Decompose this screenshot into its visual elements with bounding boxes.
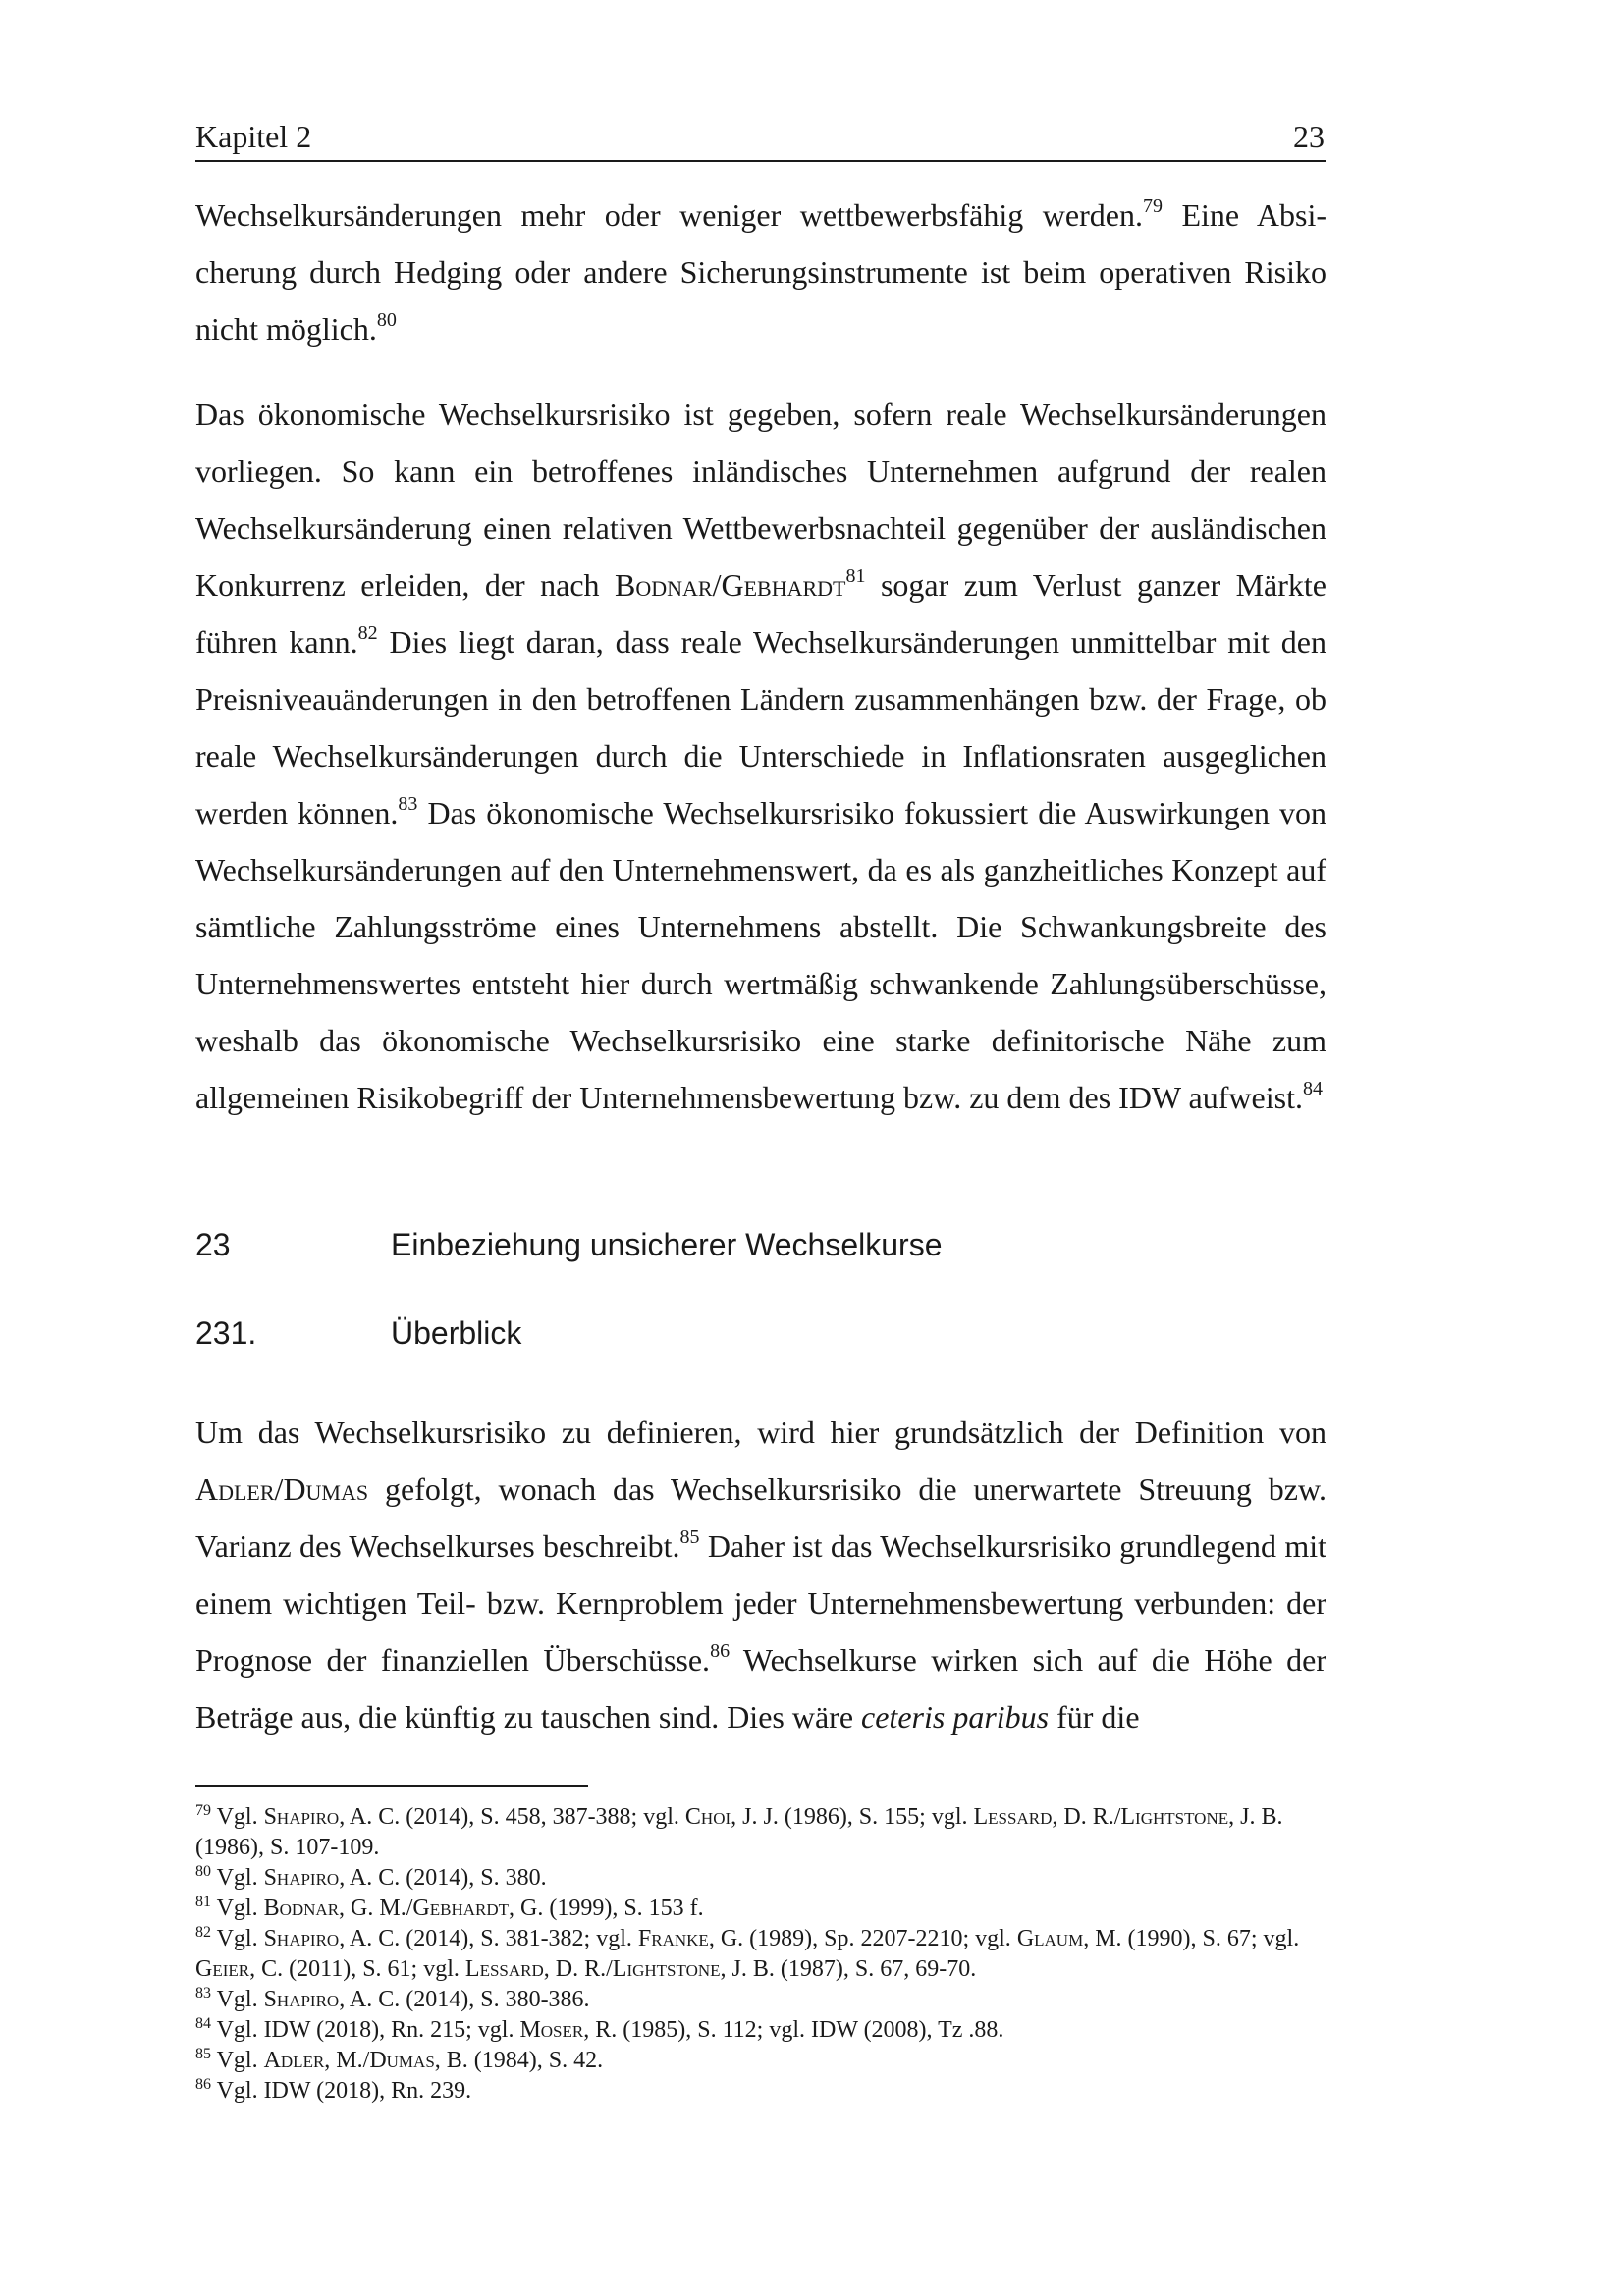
text: , B. (1984), S. 42. (434, 2048, 604, 2073)
text: , J. B. (1987), S. 67, 69-70. (720, 1956, 977, 1982)
text: , D. R./ (1052, 1804, 1121, 1830)
paragraph-2 (195, 386, 1326, 1126)
text: Vgl. (211, 1987, 264, 2012)
section-heading-231 (195, 1315, 521, 1352)
author-citation: Adler/Dumas (195, 1471, 369, 1507)
text: , A. C. (2014), S. 380. (339, 1865, 547, 1891)
page-header (195, 115, 1326, 162)
paragraph-3 (195, 1404, 1326, 1745)
author: Shapiro (263, 1804, 340, 1830)
footnote-81 (195, 1894, 1326, 1924)
paragraph-1 (195, 187, 1326, 357)
footnote-ref-80[interactable]: 80 (376, 309, 397, 332)
footnote-ref-83[interactable]: 83 (398, 793, 418, 816)
text: , A. C. (2014), S. 381-382; vgl. (339, 1926, 638, 1951)
text: , A. C. (2014), S. 380-386. (339, 1987, 590, 2012)
footnote-ref-84[interactable]: 84 (1302, 1078, 1323, 1100)
author: Bodnar (263, 1896, 340, 1921)
footnote-80 (195, 1863, 1326, 1894)
footnote-number: 79 (195, 1802, 211, 1819)
text: Wechselkurse wirken sich auf die Höhe der Beträge aus, die künftig zu tauschen sind. Dies wäre (195, 1642, 1327, 1735)
text: , G. M./ (339, 1896, 413, 1921)
author: Lessard (464, 1956, 544, 1982)
text: Dies liegt daran, dass reale Wechselkursänderungen unmittelbar mit den Preisniveauänderungen in den betroffenen Ländern zusammenhängen bzw. der Frage, ob reale Wechselkursänderungen durch die Unterschiede in Inflationsraten ausgeglichen werden können. (195, 624, 1327, 830)
page-number: 23 (1293, 119, 1325, 154)
footnote-number: 81 (195, 1894, 211, 1910)
author: Geier (195, 1956, 250, 1982)
text: , M. (1990), S. 67; vgl. (1083, 1926, 1300, 1951)
footnotes (195, 1802, 1326, 2107)
footnote-number: 80 (195, 1863, 211, 1880)
text: Vgl. (211, 1865, 264, 1891)
footnote-number: 84 (195, 2015, 211, 2032)
footnote-ref-86[interactable]: 86 (710, 1640, 731, 1663)
footnote-ref-82[interactable]: 82 (357, 622, 378, 645)
text: Vgl. IDW (2018), Rn. 215; vgl. (211, 2017, 520, 2043)
footnote-83 (195, 1985, 1326, 2015)
text: , J. J. (1986), S. 155; vgl. (731, 1804, 974, 1830)
author: Lightstone (1120, 1804, 1229, 1830)
author: Shapiro (263, 1926, 340, 1951)
section-heading-23 (195, 1227, 943, 1263)
text: Vgl. (211, 2048, 264, 2073)
text: Daher ist das Wechselkursrisiko grundlegend mit einem wichtigen Teil- bzw. Kernproblem jeder Unternehmensbewertung verbunden: der Prognose der finanziellen Überschüsse. (195, 1528, 1327, 1678)
italic-term: ceteris paribus (861, 1699, 1050, 1735)
footnote-79 (195, 1802, 1326, 1863)
author: Moser (519, 2017, 584, 2043)
text: , G. (1989), Sp. 2207-2210; vgl. (708, 1926, 1017, 1951)
text: Wechselkursänderungen mehr oder weniger wettbewerbsfähig werden. (195, 197, 1143, 233)
text: Vgl. (211, 1926, 264, 1951)
text: Um das Wechselkursrisiko zu definieren, wird hier grundsätzlich der Definition von (195, 1415, 1326, 1450)
author: Glaum (1016, 1926, 1084, 1951)
author: Adler (263, 2048, 325, 2073)
text: , M./ (324, 2048, 370, 2073)
author: Lessard (973, 1804, 1053, 1830)
footnote-number: 83 (195, 1985, 211, 2002)
text: für die (1049, 1699, 1140, 1735)
text: Das ökonomische Wechselkursrisiko ist gegeben, sofern reale Wechselkursänderungen vorliegen. So kann ein betroffenes inländisches Unternehmen aufgrund der realen Wechselkursänderung einen relativen Wettbewerbsnachteil gegenüber der ausländischen Konkurrenz erleiden, der nach (195, 397, 1326, 603)
author: Shapiro (263, 1865, 340, 1891)
footnote-divider (195, 1785, 588, 1787)
footnote-number: 85 (195, 2046, 211, 2062)
footnote-86 (195, 2076, 1326, 2107)
text: , R. (1985), S. 112; vgl. IDW (2008), Tz .88. (583, 2017, 1004, 2043)
text: , A. C. (2014), S. 458, 387-388; vgl. (339, 1804, 685, 1830)
text: , C. (2011), S. 61; vgl. (249, 1956, 465, 1982)
section-title: Überblick (391, 1315, 522, 1351)
text: Vgl. (211, 1896, 264, 1921)
text: , J. B. (1986), S. 107-109. (195, 1804, 1283, 1860)
text: Vgl. (211, 1804, 264, 1830)
section-number: 23 (195, 1227, 231, 1262)
footnote-number: 82 (195, 1924, 211, 1941)
author: Franke (637, 1926, 709, 1951)
footnote-ref-79[interactable]: 79 (1142, 195, 1163, 218)
author: Choi (684, 1804, 731, 1830)
footnote-ref-81[interactable]: 81 (845, 565, 866, 588)
footnote-84 (195, 2015, 1326, 2046)
text: Das ökonomische Wechselkursrisiko fokussiert die Auswirkungen von Wechselkursänderungen auf den Unternehmenswert, da es als ganzheitliches Konzept auf sämtliche Zahlungsströme eines Unternehmens abstellt. Die Schwankungsbreite des Unternehmenswertes entsteht hier durch wertmäßig schwankende Zahlungsüberschüsse, weshalb das ökonomische Wechselkursrisiko eine starke definitorische Nähe zum allgemeinen Risikobegriff der Unternehmensbewertung bzw. zu dem des IDW aufweist. (195, 795, 1326, 1115)
text: , G. (1999), S. 153 f. (509, 1896, 704, 1921)
author-citation: Bodnar/Gebhardt (615, 567, 846, 603)
text: sogar zum Verlust ganzer Märkte führen kann. (195, 567, 1327, 660)
footnote-85 (195, 2046, 1326, 2076)
text: gefolgt, wonach das Wechselkursrisiko die unerwartete Streuung bzw. Varianz des Wechselkurses beschreibt. (195, 1471, 1326, 1564)
text: , D. R./ (543, 1956, 613, 1982)
footnote-82 (195, 1924, 1326, 1985)
footnote-ref-85[interactable]: 85 (679, 1526, 700, 1549)
footnote-number: 86 (195, 2076, 211, 2093)
text: Vgl. IDW (2018), Rn. 239. (211, 2078, 472, 2104)
author: Lightstone (612, 1956, 721, 1982)
text: Eine Absicherung durch Hedging oder andere Sicherungsinstrumente ist beim operativen Risiko nicht möglich. (195, 197, 1327, 347)
author: Dumas (369, 2048, 435, 2073)
author: Shapiro (263, 1987, 340, 2012)
section-title: Einbeziehung unsicherer Wechselkurse (391, 1227, 943, 1262)
section-number: 231. (195, 1315, 257, 1351)
chapter-label: Kapitel 2 (195, 119, 312, 154)
author: Gebhardt (412, 1896, 509, 1921)
